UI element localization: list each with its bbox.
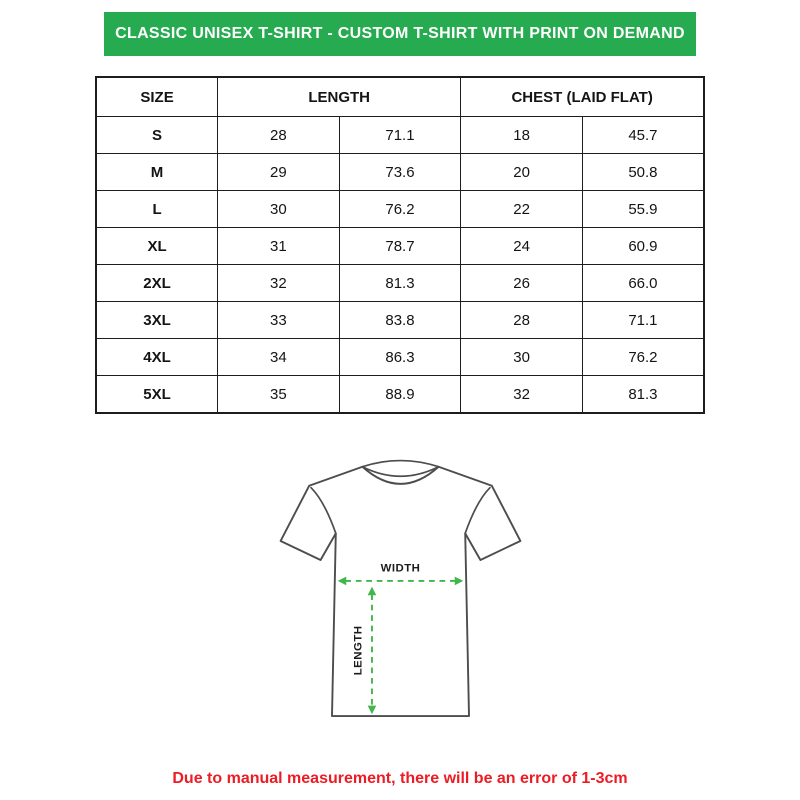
value-cell: 88.9 [339, 376, 461, 414]
value-cell: 83.8 [339, 302, 461, 339]
value-cell: 66.0 [582, 265, 704, 302]
tshirt-diagram [0, 442, 800, 756]
length-label: LENGTH [351, 625, 364, 676]
value-cell: 76.2 [582, 339, 704, 376]
table-row [96, 302, 704, 339]
table-row [96, 265, 704, 302]
value-cell: 73.6 [339, 154, 461, 191]
value-cell: 32 [461, 376, 583, 414]
banner-title: CLASSIC UNISEX T-SHIRT - CUSTOM T-SHIRT WITH PRINT ON DEMAND [115, 25, 685, 42]
header-length: LENGTH [218, 77, 461, 117]
table-row [96, 117, 704, 154]
value-cell: 30 [218, 191, 340, 228]
table-row [96, 191, 704, 228]
value-cell: 34 [218, 339, 340, 376]
value-cell: 31 [218, 228, 340, 265]
value-cell: 18 [461, 117, 583, 154]
value-cell: 30 [461, 339, 583, 376]
value-cell: 78.7 [339, 228, 461, 265]
size-cell: 4XL [96, 339, 218, 376]
value-cell: 50.8 [582, 154, 704, 191]
width-label: WIDTH [380, 562, 420, 575]
value-cell: 81.3 [582, 376, 704, 414]
banner [104, 12, 696, 56]
value-cell: 32 [218, 265, 340, 302]
value-cell: 28 [461, 302, 583, 339]
value-cell: 86.3 [339, 339, 461, 376]
value-cell: 24 [461, 228, 583, 265]
size-cell: XL [96, 228, 218, 265]
size-cell: L [96, 191, 218, 228]
value-cell: 20 [461, 154, 583, 191]
value-cell: 35 [218, 376, 340, 414]
table-row [96, 228, 704, 265]
value-cell: 60.9 [582, 228, 704, 265]
value-cell: 71.1 [339, 117, 461, 154]
size-cell: M [96, 154, 218, 191]
value-cell: 81.3 [339, 265, 461, 302]
size-cell: 2XL [96, 265, 218, 302]
tshirt-outline [280, 467, 520, 716]
measurement-note: Due to manual measurement, there will be an error of 1-3cm [172, 770, 628, 787]
size-table-body [96, 117, 704, 414]
value-cell: 28 [218, 117, 340, 154]
table-row [96, 154, 704, 191]
value-cell: 71.1 [582, 302, 704, 339]
size-chart-table [95, 76, 705, 414]
value-cell: 45.7 [582, 117, 704, 154]
back-neck-line [362, 461, 438, 467]
value-cell: 55.9 [582, 191, 704, 228]
size-cell: 5XL [96, 376, 218, 414]
value-cell: 33 [218, 302, 340, 339]
header-chest: CHEST (LAID FLAT) [461, 77, 704, 117]
tshirt-illustration [248, 442, 553, 756]
value-cell: 76.2 [339, 191, 461, 228]
table-header-row [96, 77, 704, 117]
value-cell: 26 [461, 265, 583, 302]
value-cell: 22 [461, 191, 583, 228]
header-size: SIZE [96, 77, 218, 117]
size-cell: S [96, 117, 218, 154]
table-row [96, 376, 704, 414]
table-row [96, 339, 704, 376]
size-cell: 3XL [96, 302, 218, 339]
value-cell: 29 [218, 154, 340, 191]
